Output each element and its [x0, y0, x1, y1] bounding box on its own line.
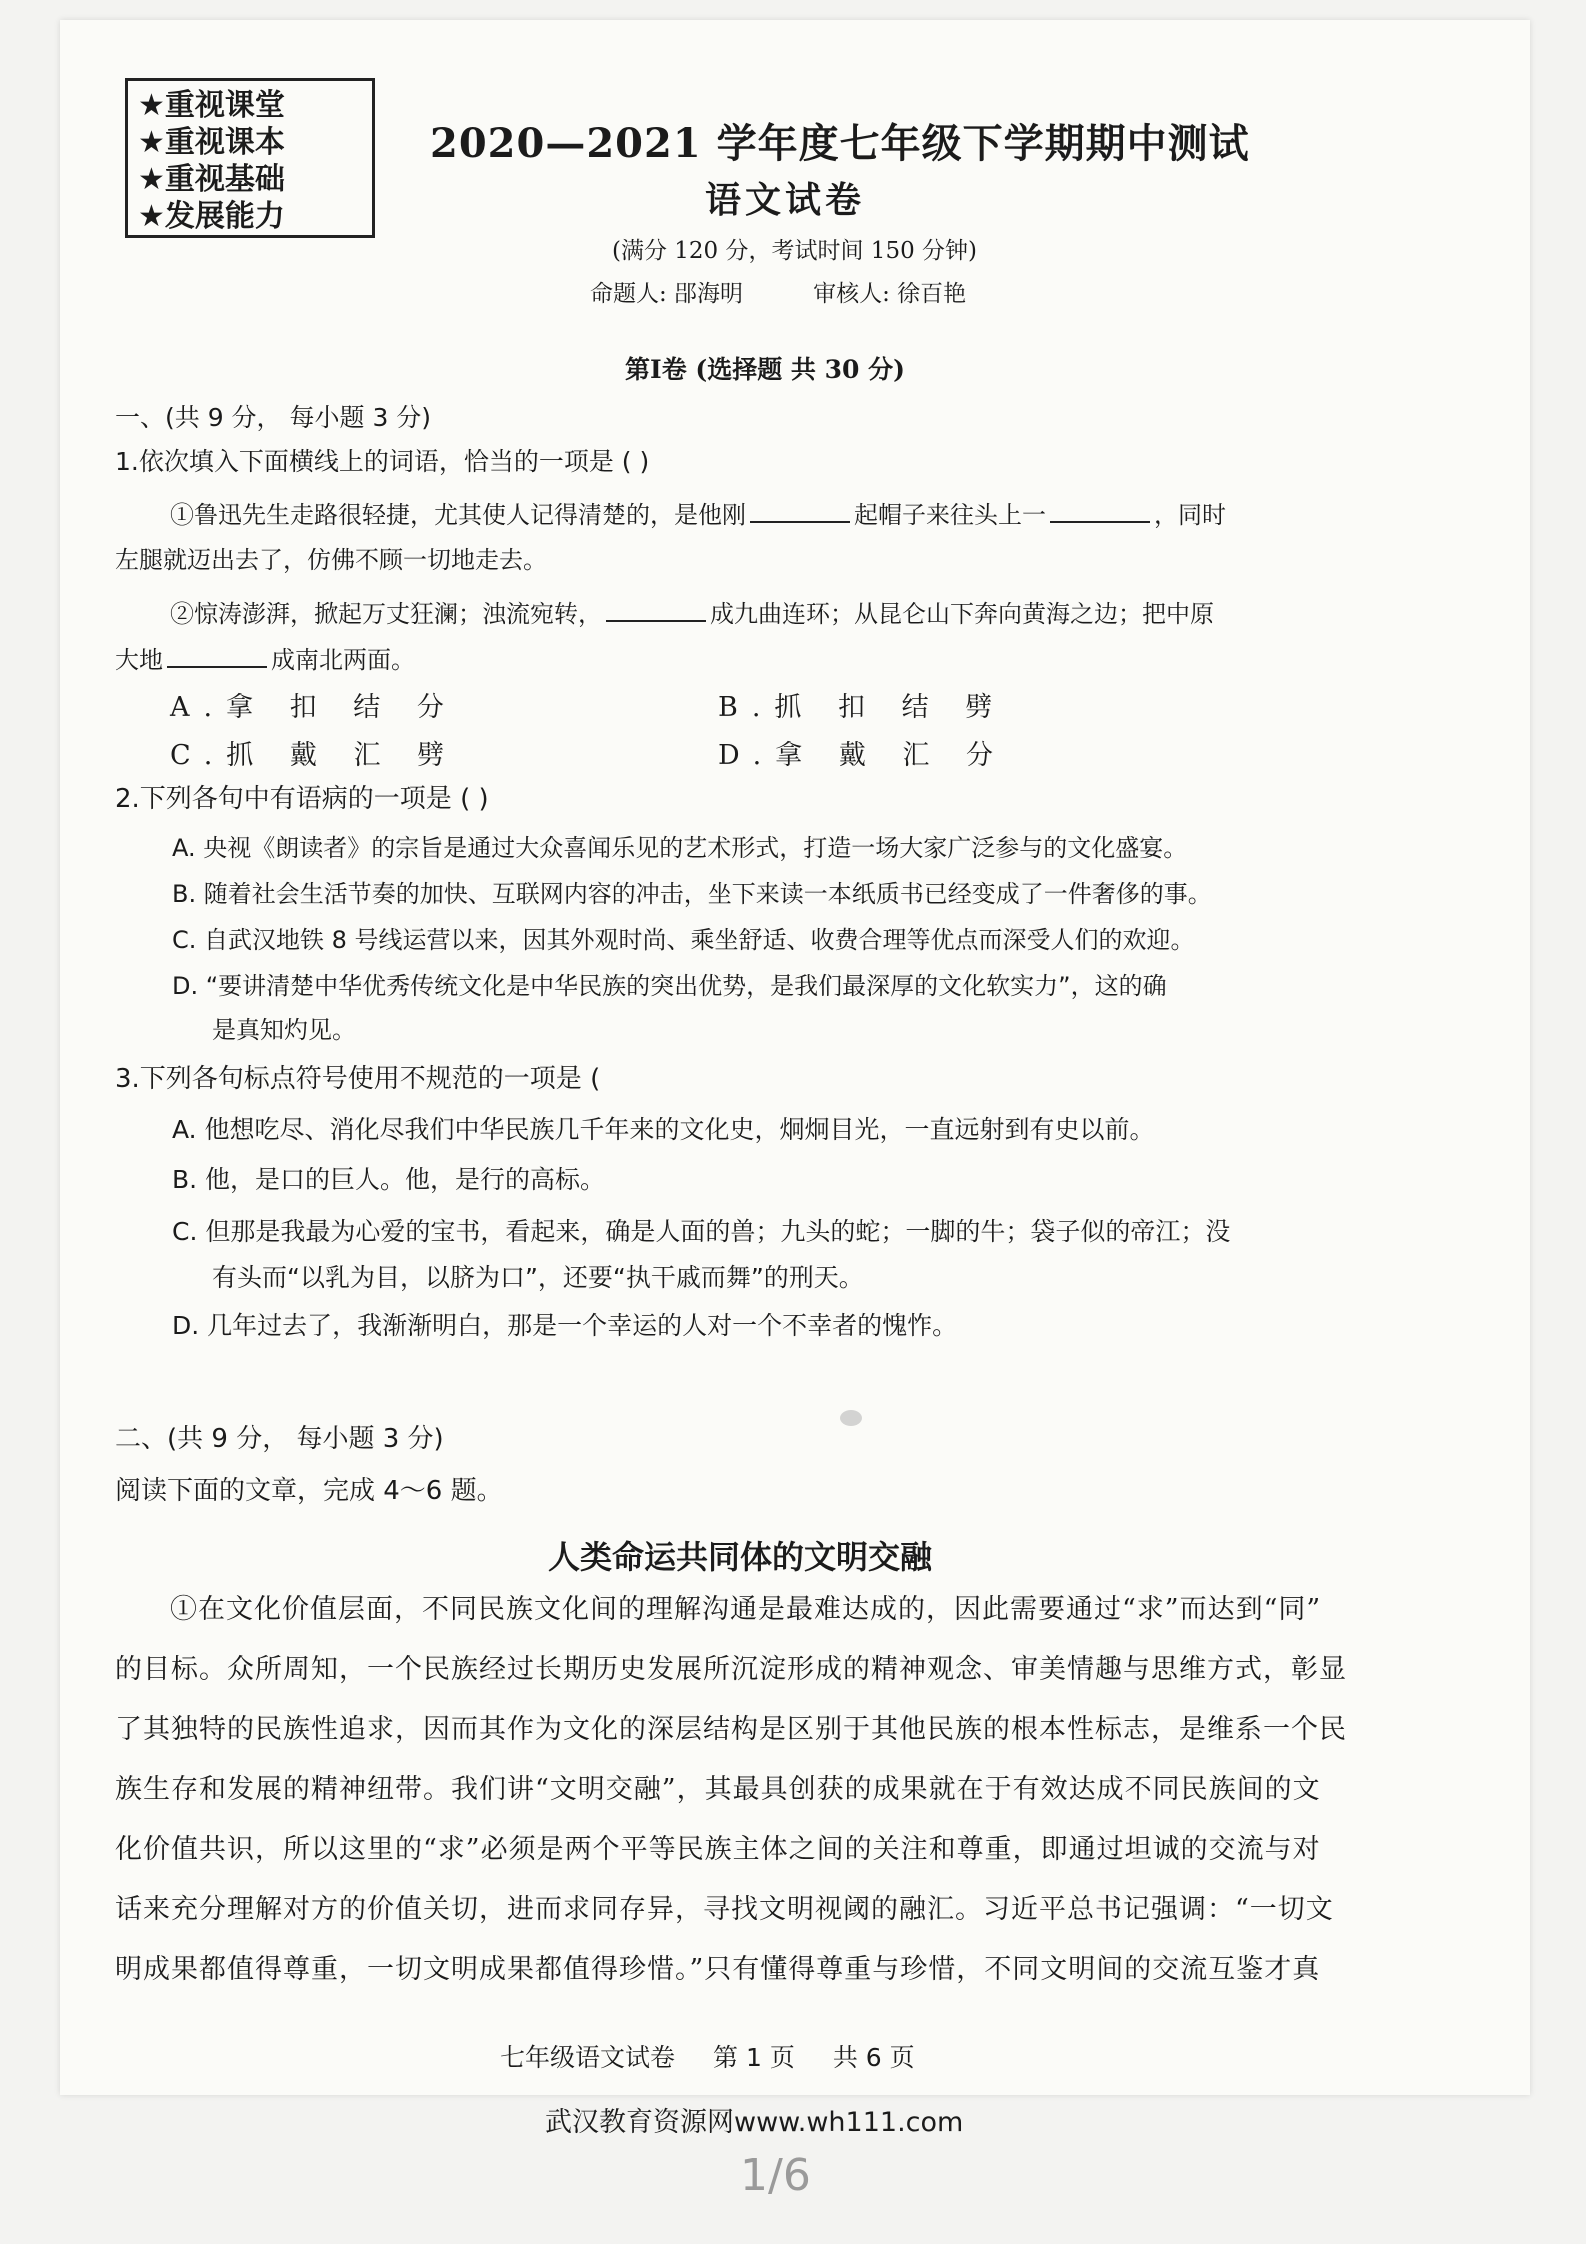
para-line: 话来充分理解对方的价值关切，进而求同存异，寻找文明视阈的融汇。习近平总书记强调：“一切文	[115, 1894, 1334, 1925]
para-line: ①在文化价值层面，不同民族文化间的理解沟通是最难达成的，因此需要通过“求”而达到“同”	[170, 1594, 1322, 1625]
para-line: 族生存和发展的精神纽带。我们讲“文明交融”，其最具创获的成果就在于有效达成不同民族间的文	[115, 1774, 1321, 1805]
q1-option-a: A.拿 扣 结 分	[170, 692, 458, 723]
q1-sentence2-cont	[115, 640, 415, 675]
q2-option-b: B. 随着社会生活节奏的加快、互联网内容的冲击，坐下来读一本纸质书已经变成了一件奢侈的事。	[172, 880, 1212, 908]
q3-option-b: B. 他，是口的巨人。他，是行的高标。	[172, 1165, 606, 1194]
q3-stem: 3.下列各句标点符号使用不规范的一项是 (	[115, 1064, 601, 1094]
motto-stamp	[125, 78, 375, 238]
section2-heading: 二、(共 9 分， 每小题 3 分)	[115, 1424, 444, 1454]
article-paragraph-1	[115, 1580, 1455, 2000]
q3-option-d: D. 几年过去了，我渐渐明白，那是一个幸运的人对一个不幸者的愧怍。	[172, 1311, 958, 1340]
reviewer: 审核人: 徐百艳	[813, 281, 967, 307]
section1-heading: 一、(共 9 分， 每小题 3 分)	[115, 403, 432, 432]
exam-title: 2020—2021 学年度七年级下学期期中测试	[430, 120, 1250, 167]
para-line: 化价值共识，所以这里的“求”必须是两个平等民族主体之间的关注和尊重，即通过坦诚的交流与对	[115, 1834, 1321, 1865]
para-line: 的目标。众所周知，一个民族经过长期历史发展所沉淀形成的精神观念、审美情趣与思维方式，彰显	[115, 1654, 1347, 1685]
text: ②惊涛澎湃，掀起万丈狂澜；浊流宛转，	[170, 600, 602, 628]
q2-option-a: A. 央视《朗读者》的宗旨是通过大众喜闻乐见的艺术形式，打造一场大家广泛参与的文化盛宴。	[172, 834, 1188, 862]
q3-option-a: A. 他想吃尽、消化尽我们中华民族几千年来的文化史，炯炯目光，一直远射到有史以前。	[172, 1115, 1155, 1144]
author-info	[590, 275, 966, 308]
footer-exam: 七年级语文试卷	[500, 2043, 676, 2072]
q1-stem: 1.依次填入下面横线上的词语，恰当的一项是 ( )	[115, 447, 650, 476]
article-title: 人类命运共同体的文明交融	[548, 1538, 933, 1576]
text: 成九曲连环；从昆仑山下奔向黄海之边；把中原	[710, 600, 1214, 628]
footer-total: 共 6 页	[832, 2043, 915, 2072]
author: 命题人: 郘海明	[590, 281, 744, 307]
q1-sentence1	[170, 495, 1226, 530]
section2-instruction: 阅读下面的文章，完成 4～6 题。	[115, 1476, 503, 1506]
q2-option-d: D. “要讲清楚中华优秀传统文化是中华民族的突出优势，是我们最深厚的文化软实力”，这的确	[172, 972, 1167, 1000]
blank	[1050, 499, 1150, 523]
source-watermark: 武汉教育资源网www.wh111.com	[545, 2107, 964, 2138]
blank	[606, 598, 706, 622]
exam-subtitle: 语文试卷	[705, 179, 866, 221]
text: 大地	[115, 646, 163, 674]
q2-option-c: C. 自武汉地铁 8 号线运营以来，因其外观时尚、乘坐舒适、收费合理等优点而深受人们的欢迎。	[172, 926, 1195, 954]
q1-option-b: B.抓 扣 结 劈	[718, 692, 1007, 723]
motto-line: ★重视课本	[138, 125, 285, 160]
q2-option-d-cont: 是真知灼见。	[212, 1016, 356, 1044]
blank	[750, 499, 850, 523]
para-line: 了其独特的民族性追求，因而其作为文化的深层结构是区别于其他民族的根本性标志，是维系一个民	[115, 1714, 1347, 1745]
text: ，同时	[1154, 501, 1226, 529]
score-info: (满分 120 分，考试时间 150 分钟)	[612, 238, 977, 264]
volume-heading: 第Ⅰ卷 (选择题 共 30 分)	[625, 355, 905, 384]
text: 起帽子来往头上一	[854, 501, 1046, 529]
scan-smudge	[840, 1410, 862, 1426]
blank	[167, 644, 267, 668]
motto-line: ★重视课堂	[138, 88, 285, 123]
para-line: 明成果都值得尊重，一切文明成果都值得珍惜。”只有懂得尊重与珍惜，不同文明间的交流互鉴才真	[115, 1954, 1321, 1985]
page-footer	[500, 2038, 953, 2074]
footer-page: 第 1 页	[713, 2043, 795, 2072]
q3-option-c-cont: 有头而“以乳为目，以脐为口”，还要“执干戚而舞”的刑天。	[212, 1263, 864, 1292]
text: ①鲁迅先生走路很轻捷，尤其使人记得清楚的，是他刚	[170, 501, 746, 529]
text: 成南北两面。	[271, 646, 415, 674]
page-indicator: 1/6	[740, 2150, 811, 2201]
q1-sentence2	[170, 594, 1214, 629]
q1-sentence1-cont: 左腿就迈出去了，仿佛不顾一切地走去。	[115, 546, 547, 574]
q1-option-d: D.拿 戴 汇 分	[718, 740, 1008, 771]
q1-option-c: C.抓 戴 汇 劈	[170, 740, 459, 771]
q2-stem: 2.下列各句中有语病的一项是 ( )	[115, 784, 489, 814]
q3-option-c: C. 但那是我最为心爱的宝书，看起来，确是人面的兽；九头的蛇；一脚的牛；袋子似的帝江；没	[172, 1217, 1231, 1246]
motto-line: ★发展能力	[138, 199, 285, 234]
motto-line: ★重视基础	[138, 162, 285, 197]
